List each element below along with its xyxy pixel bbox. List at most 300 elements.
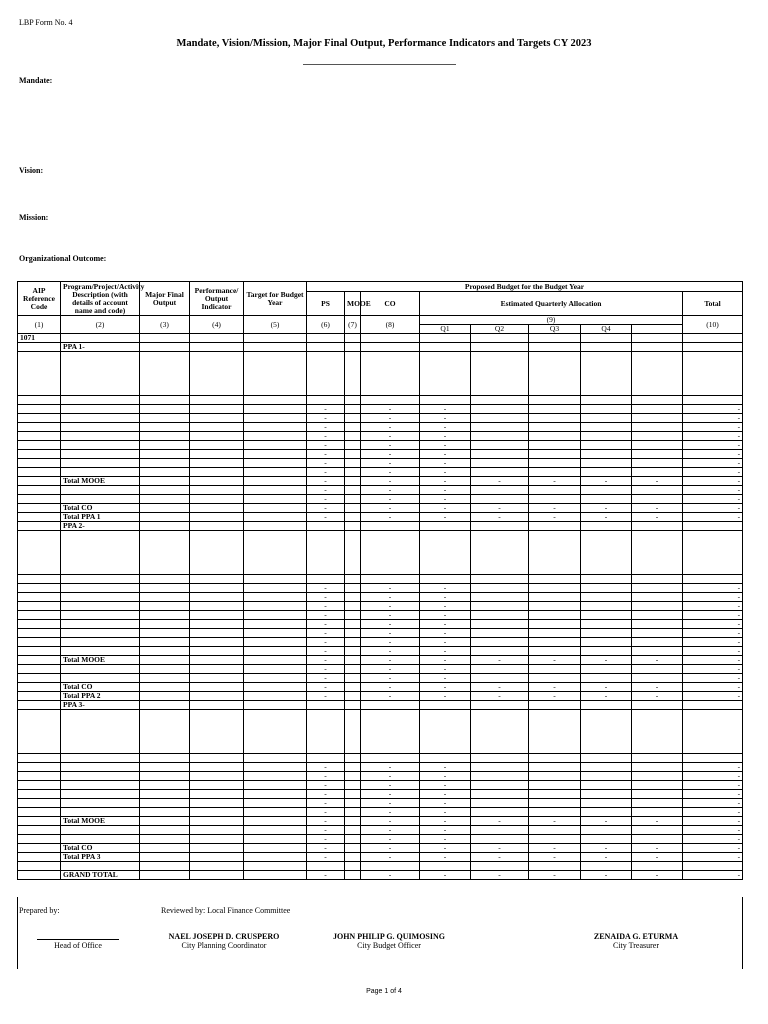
table-cell [529, 629, 581, 638]
cell-dash: - [683, 450, 743, 459]
cell-dash: - [361, 459, 420, 468]
table-row [18, 282, 743, 292]
table-cell [18, 584, 61, 593]
table-cell [190, 396, 244, 405]
table-cell [190, 638, 244, 647]
cell-dash: - [420, 611, 471, 620]
cell-dash: - [307, 638, 345, 647]
cell-dash: - [420, 844, 471, 853]
table-cell [140, 674, 190, 683]
table-cell [190, 486, 244, 495]
table-cell [244, 513, 307, 522]
table-cell [471, 665, 529, 674]
table-cell [140, 692, 190, 701]
table-cell [345, 522, 361, 531]
cell-dash: - [307, 486, 345, 495]
table-cell [244, 647, 307, 656]
table-cell [244, 584, 307, 593]
table-cell [345, 602, 361, 611]
table-cell [61, 611, 140, 620]
table-cell [140, 799, 190, 808]
table-cell: Q1 [420, 325, 471, 334]
table-cell [345, 343, 361, 352]
cell-dash: - [361, 602, 420, 611]
cell-dash: - [683, 602, 743, 611]
total-label: Total MOOE [61, 656, 140, 665]
cell-dash: - [420, 620, 471, 629]
table-cell [244, 665, 307, 674]
table-cell [361, 352, 420, 396]
table-cell [244, 862, 307, 871]
table-cell [61, 486, 140, 495]
table-cell [18, 683, 61, 692]
table-cell [140, 862, 190, 871]
table-cell [683, 862, 743, 871]
cell-dash: - [683, 656, 743, 665]
table-cell [140, 647, 190, 656]
table-cell [345, 808, 361, 817]
signatory-name: ZENAIDA G. ETURMA [593, 932, 679, 941]
cell-dash: - [307, 835, 345, 844]
head-signature-line [37, 939, 119, 940]
table-cell [581, 629, 632, 638]
cell-dash: - [361, 826, 420, 835]
table-cell [140, 504, 190, 513]
cell-dash: - [632, 844, 683, 853]
header-ps: PS [307, 292, 345, 316]
table-cell [244, 405, 307, 414]
table-cell: (8) [361, 316, 420, 334]
table-row [18, 513, 743, 522]
table-cell [61, 531, 140, 575]
table-cell [529, 665, 581, 674]
table-cell [581, 531, 632, 575]
cell-dash: - [420, 593, 471, 602]
table-cell: (1) [18, 316, 61, 334]
header-quarterly: Estimated Quarterly Allocation [420, 292, 683, 316]
table-cell [190, 531, 244, 575]
table-cell [190, 826, 244, 835]
table-cell [632, 629, 683, 638]
table-cell [632, 432, 683, 441]
table-cell [61, 638, 140, 647]
table-cell [632, 602, 683, 611]
table-cell [345, 468, 361, 477]
cell-dash: - [529, 853, 581, 862]
table-cell: Q2 [471, 325, 529, 334]
table-cell [140, 629, 190, 638]
table-cell [61, 441, 140, 450]
table-row [18, 701, 743, 710]
table-cell [471, 575, 529, 584]
table-cell [471, 405, 529, 414]
cell-dash: - [361, 638, 420, 647]
org-outcome-label: Organizational Outcome: [19, 254, 107, 263]
table-cell: Q3 [529, 325, 581, 334]
table-cell [18, 602, 61, 611]
table-row [18, 316, 743, 325]
table-cell [18, 575, 61, 584]
cell-dash: - [420, 486, 471, 495]
table-cell [632, 701, 683, 710]
cell-dash: - [307, 871, 345, 880]
table-cell [345, 459, 361, 468]
table-cell [18, 459, 61, 468]
table-cell [345, 396, 361, 405]
table-cell [345, 826, 361, 835]
table-row [18, 522, 743, 531]
cell-dash: - [420, 602, 471, 611]
cell-dash: - [683, 629, 743, 638]
table-cell [190, 701, 244, 710]
cell-dash: - [420, 799, 471, 808]
table-cell [190, 844, 244, 853]
cell-dash: - [307, 468, 345, 477]
table-cell [244, 826, 307, 835]
table-row [18, 683, 743, 692]
table-cell [18, 611, 61, 620]
table-cell [345, 853, 361, 862]
cell-dash: - [420, 477, 471, 486]
cell-dash: - [420, 468, 471, 477]
table-cell [190, 405, 244, 414]
table-cell [529, 405, 581, 414]
table-row [18, 602, 743, 611]
table-cell [345, 871, 361, 880]
cell-dash: - [683, 432, 743, 441]
table-cell [244, 772, 307, 781]
table-cell [529, 772, 581, 781]
table-cell [244, 674, 307, 683]
table-cell [190, 692, 244, 701]
mandate-label: Mandate: [19, 76, 53, 85]
table-cell: (10) [683, 316, 743, 334]
table-cell [244, 844, 307, 853]
cell-dash: - [361, 844, 420, 853]
cell-dash: - [307, 844, 345, 853]
cell-dash: - [632, 513, 683, 522]
cell-dash: - [307, 504, 345, 513]
cell-dash: - [632, 853, 683, 862]
table-cell [244, 468, 307, 477]
cell-dash: - [361, 450, 420, 459]
table-cell [244, 602, 307, 611]
cell-dash: - [361, 808, 420, 817]
table-cell [244, 593, 307, 602]
table-cell [529, 638, 581, 647]
table-cell [61, 584, 140, 593]
table-cell [345, 629, 361, 638]
cell-dash: - [683, 844, 743, 853]
total-label: Total MOOE [61, 477, 140, 486]
table-cell [190, 790, 244, 799]
table-cell [345, 611, 361, 620]
total-label: Total CO [61, 504, 140, 513]
table-cell [244, 835, 307, 844]
table-cell [529, 754, 581, 763]
cell-dash: - [420, 450, 471, 459]
table-cell [190, 343, 244, 352]
cell-dash: - [307, 513, 345, 522]
table-cell [345, 763, 361, 772]
table-cell [345, 531, 361, 575]
cell-dash: - [361, 835, 420, 844]
table-cell [683, 522, 743, 531]
table-cell [307, 334, 345, 343]
table-cell [61, 799, 140, 808]
cell-dash: - [420, 584, 471, 593]
header-proposed-budget: Proposed Budget for the Budget Year [307, 282, 743, 292]
cell-dash: - [581, 504, 632, 513]
table-cell [345, 432, 361, 441]
cell-dash: - [581, 817, 632, 826]
table-cell [345, 593, 361, 602]
table-cell [529, 575, 581, 584]
table-cell [632, 799, 683, 808]
table-cell [632, 638, 683, 647]
table-row [18, 826, 743, 835]
table-cell [244, 522, 307, 531]
table-cell [140, 450, 190, 459]
table-cell [190, 513, 244, 522]
table-cell [244, 683, 307, 692]
table-cell [190, 414, 244, 423]
cell-dash: - [683, 692, 743, 701]
cell-dash: - [420, 423, 471, 432]
table-cell [632, 754, 683, 763]
table-cell [18, 701, 61, 710]
cell-dash: - [361, 414, 420, 423]
table-cell [61, 414, 140, 423]
cell-dash: - [529, 656, 581, 665]
vision-label: Vision: [19, 166, 44, 175]
cell-dash: - [529, 871, 581, 880]
table-cell [190, 522, 244, 531]
table-cell: (5) [244, 316, 307, 334]
cell-dash: - [361, 665, 420, 674]
cell-dash: - [307, 665, 345, 674]
table-cell [529, 826, 581, 835]
table-row [18, 871, 743, 880]
cell-dash: - [471, 871, 529, 880]
table-cell [683, 701, 743, 710]
frame-border-right [742, 897, 743, 969]
table-cell [61, 781, 140, 790]
table-cell [18, 853, 61, 862]
table-cell [190, 656, 244, 665]
cell-dash: - [529, 844, 581, 853]
cell-dash: - [683, 853, 743, 862]
cell-dash: - [420, 459, 471, 468]
table-cell [140, 602, 190, 611]
table-cell [140, 423, 190, 432]
table-row [18, 593, 743, 602]
table-cell [632, 486, 683, 495]
table-cell [683, 396, 743, 405]
cell-dash: - [683, 835, 743, 844]
table-cell [140, 871, 190, 880]
table-cell [420, 334, 471, 343]
total-label: Total CO [61, 683, 140, 692]
cell-dash: - [420, 414, 471, 423]
table-cell [420, 522, 471, 531]
table-cell [140, 334, 190, 343]
cell-dash: - [361, 441, 420, 450]
cell-dash: - [307, 477, 345, 486]
cell-dash: - [683, 781, 743, 790]
table-row [18, 459, 743, 468]
table-cell [140, 817, 190, 826]
table-row [18, 817, 743, 826]
table-cell [632, 441, 683, 450]
table-row [18, 844, 743, 853]
table-cell [529, 423, 581, 432]
table-cell [140, 808, 190, 817]
table-cell [18, 620, 61, 629]
table-cell [471, 620, 529, 629]
table-cell [190, 674, 244, 683]
signatory-role: City Budget Officer [357, 941, 421, 950]
cell-dash: - [420, 638, 471, 647]
cell-dash: - [683, 414, 743, 423]
table-cell [18, 531, 61, 575]
table-cell [581, 486, 632, 495]
table-cell [140, 620, 190, 629]
cell-dash: - [420, 432, 471, 441]
table-row [18, 790, 743, 799]
cell-dash: - [307, 611, 345, 620]
table-cell [529, 343, 581, 352]
header-co: CO [361, 292, 420, 316]
table-cell [345, 647, 361, 656]
table-cell [471, 602, 529, 611]
table-cell [244, 763, 307, 772]
table-cell [244, 334, 307, 343]
table-cell [140, 495, 190, 504]
cell-dash: - [361, 853, 420, 862]
header-performance: Performance/ Output Indicator [190, 282, 244, 316]
header-program: Program/Project/Activity Description (with details of account name and code) [61, 282, 140, 316]
table-cell [632, 611, 683, 620]
table-cell [190, 799, 244, 808]
table-cell [190, 432, 244, 441]
cell-dash: - [581, 871, 632, 880]
cell-dash: - [471, 853, 529, 862]
table-cell [632, 459, 683, 468]
table-cell: (6) [307, 316, 345, 334]
cell-dash: - [420, 674, 471, 683]
table-cell [18, 754, 61, 763]
table-cell [18, 656, 61, 665]
table-cell [529, 710, 581, 754]
table-cell [632, 522, 683, 531]
table-cell [632, 352, 683, 396]
cell-dash: - [420, 504, 471, 513]
table-cell [471, 432, 529, 441]
table-row [18, 477, 743, 486]
table-cell [683, 754, 743, 763]
cell-dash: - [307, 772, 345, 781]
table-cell [140, 531, 190, 575]
table-cell [632, 450, 683, 459]
cell-dash: - [420, 665, 471, 674]
table-cell [632, 423, 683, 432]
total-label: Total PPA 2 [61, 692, 140, 701]
table-cell [632, 343, 683, 352]
table-cell [140, 826, 190, 835]
cell-dash: - [683, 495, 743, 504]
cell-dash: - [683, 504, 743, 513]
table-cell [307, 710, 345, 754]
cell-dash: - [581, 844, 632, 853]
table-cell [61, 790, 140, 799]
cell-dash: - [420, 763, 471, 772]
table-cell [18, 871, 61, 880]
cell-dash: - [361, 513, 420, 522]
table-cell [632, 396, 683, 405]
cell-dash: - [529, 692, 581, 701]
table-row [18, 486, 743, 495]
cell-dash: - [683, 674, 743, 683]
table-cell [632, 334, 683, 343]
table-cell [345, 710, 361, 754]
table-cell [683, 334, 743, 343]
table-cell [683, 352, 743, 396]
cell-dash: - [307, 414, 345, 423]
signatory-role: City Planning Coordinator [181, 941, 267, 950]
table-cell [140, 352, 190, 396]
table-cell [18, 790, 61, 799]
table-cell [244, 486, 307, 495]
table-cell [471, 584, 529, 593]
table-cell [190, 620, 244, 629]
table-cell [18, 414, 61, 423]
table-cell [581, 522, 632, 531]
table-row [18, 531, 743, 575]
cell-dash: - [361, 692, 420, 701]
table-cell [140, 441, 190, 450]
table-cell [529, 459, 581, 468]
cell-dash: - [420, 772, 471, 781]
table-cell [471, 531, 529, 575]
cell-dash: - [471, 683, 529, 692]
table-cell [345, 423, 361, 432]
header-target: Target for Budget Year [244, 282, 307, 316]
table-cell [140, 584, 190, 593]
table-cell [140, 486, 190, 495]
table-cell [190, 683, 244, 692]
table-cell [61, 772, 140, 781]
table-cell [190, 575, 244, 584]
cell-dash: - [683, 468, 743, 477]
cell-dash: - [361, 871, 420, 880]
table-cell [581, 754, 632, 763]
cell-dash: - [361, 423, 420, 432]
cell-dash: - [632, 871, 683, 880]
ppa-label: PPA 2- [61, 522, 140, 531]
table-cell [345, 772, 361, 781]
table-cell [190, 468, 244, 477]
table-cell [18, 647, 61, 656]
table-cell [632, 414, 683, 423]
table-cell [361, 701, 420, 710]
table-cell [420, 701, 471, 710]
cell-dash: - [683, 638, 743, 647]
table-cell [190, 441, 244, 450]
table-cell [471, 459, 529, 468]
table-cell [471, 423, 529, 432]
cell-dash: - [471, 477, 529, 486]
